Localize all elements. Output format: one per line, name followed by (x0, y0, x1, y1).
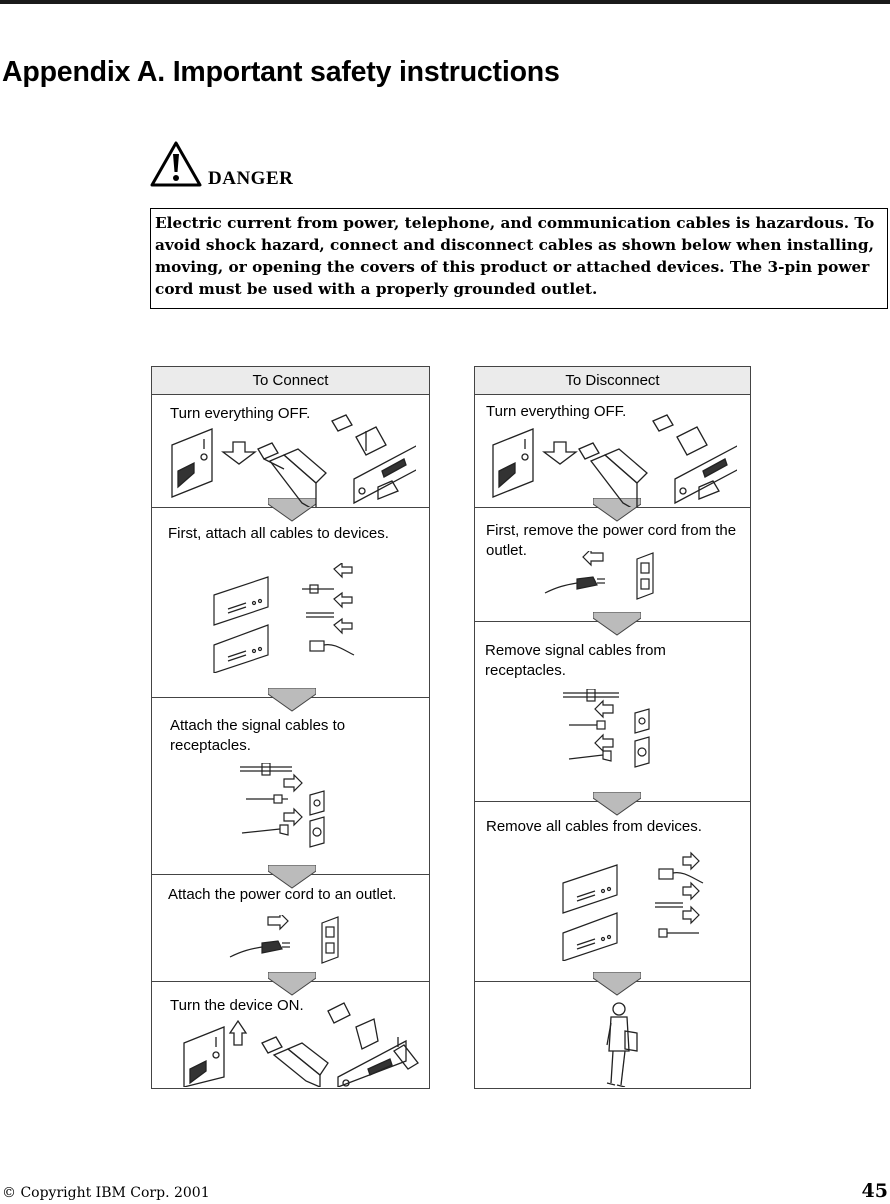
danger-notice: Electric current from power, telephone, and communication cables is hazardous. To avoid shock hazard, connect and disconnect cables as shown below when installing, moving, or opening the covers of this product or attached devices. The 3-pin power cord must be used with a properly grounded outlet. (150, 208, 888, 309)
disconnect-step-2-text: First, remove the power cord from the outlet. (486, 522, 737, 559)
connect-heading: To Connect (152, 367, 429, 395)
connect-panel (151, 366, 430, 1089)
down-arrow-icon (268, 688, 316, 712)
power-switch-on-icon (178, 997, 423, 1087)
signal-receptacle-icon (240, 763, 360, 849)
connect-step-4-text: Attach the power cord to an outlet. (168, 886, 397, 903)
down-arrow-icon (268, 972, 316, 996)
power-switch-off-icon (166, 407, 416, 507)
disconnect-step-4-text: Remove all cables from devices. (486, 818, 702, 835)
disconnect-step-1-text: Turn everything OFF. (486, 403, 627, 420)
connect-step-2-text: First, attach all cables to devices. (168, 525, 389, 542)
connect-step-3-text: Attach the signal cables to receptacles. (170, 717, 346, 754)
down-arrow-icon (593, 972, 641, 996)
danger-label: DANGER (208, 168, 294, 189)
power-switch-off-icon (487, 407, 737, 507)
signal-receptacle-icon (563, 689, 683, 775)
down-arrow-icon (593, 792, 641, 816)
page-title: Appendix A. Important safety instructions (2, 56, 560, 88)
top-rule (0, 0, 890, 4)
devices-cables-icon (559, 851, 709, 961)
down-arrow-icon (593, 612, 641, 636)
person-walking-icon (595, 1001, 643, 1087)
connect-step-1-text: Turn everything OFF. (170, 405, 311, 422)
power-cord-outlet-icon (228, 915, 358, 967)
devices-cables-icon (210, 563, 360, 673)
copyright-footer: © Copyright IBM Corp. 2001 (2, 1185, 210, 1201)
page-number: 45 (861, 1180, 888, 1202)
power-cord-outlet-icon (543, 551, 673, 603)
disconnect-panel (474, 366, 751, 1089)
disconnect-heading: To Disconnect (475, 367, 750, 395)
connect-step-5-text: Turn the device ON. (170, 997, 304, 1014)
disconnect-step-3-text: Remove signal cables from receptacles. (485, 642, 666, 679)
warning-triangle-icon (150, 141, 202, 187)
